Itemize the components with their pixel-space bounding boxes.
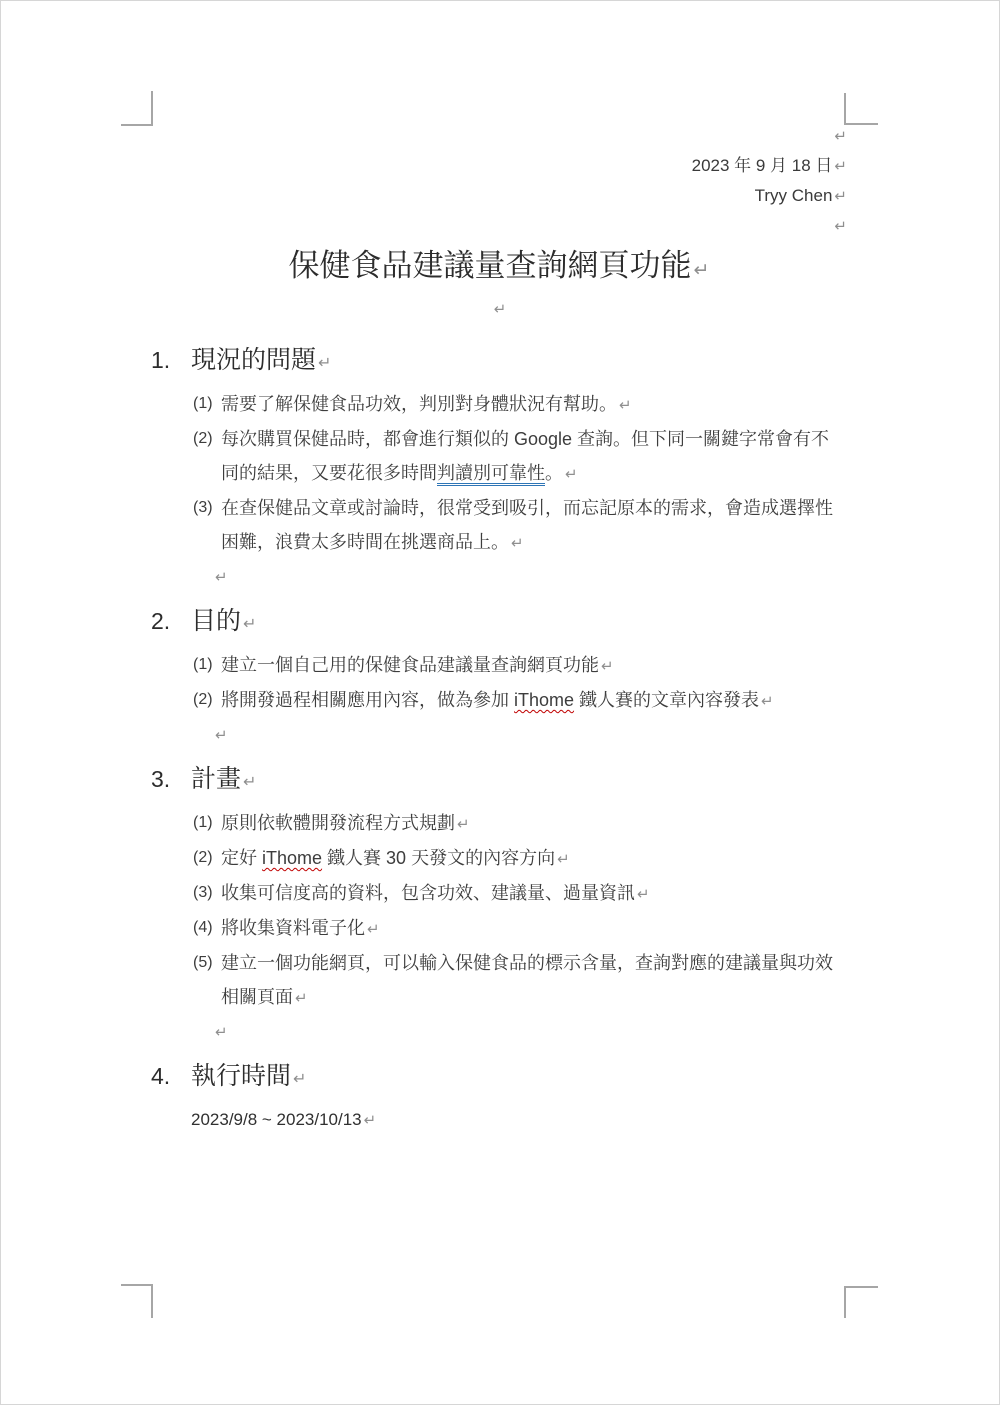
heading-text-run: 執行時間 bbox=[191, 1062, 292, 1090]
document-content bbox=[151, 121, 847, 1137]
paragraph-mark-icon: ↵ bbox=[293, 1069, 307, 1088]
date-line bbox=[151, 151, 847, 181]
list-item-text bbox=[221, 806, 847, 841]
list-item bbox=[151, 876, 847, 911]
list-item-number: (4) bbox=[193, 919, 213, 936]
paragraph-mark-icon: ↵ bbox=[363, 1111, 377, 1129]
section-heading-text bbox=[191, 342, 331, 381]
list-item bbox=[151, 683, 847, 718]
list-item-number: (2) bbox=[193, 430, 213, 447]
section-3-items bbox=[151, 806, 847, 1050]
list-item bbox=[151, 648, 847, 683]
paragraph-mark-icon: ↵ bbox=[619, 396, 632, 414]
author-line bbox=[151, 181, 847, 211]
spellcheck-underline: iThome bbox=[262, 848, 323, 868]
paragraph-mark-icon: ↵ bbox=[243, 772, 257, 791]
list-item-text bbox=[221, 648, 847, 683]
heading-text-run: 現況的問題 bbox=[191, 346, 317, 374]
text-run: 原則依軟體開發流程方式規劃 bbox=[221, 813, 455, 833]
list-item bbox=[151, 946, 847, 1015]
list-item-number: (1) bbox=[193, 395, 213, 412]
list-item-number: (1) bbox=[193, 656, 213, 673]
list-item bbox=[151, 422, 847, 491]
list-item-number: (2) bbox=[193, 849, 213, 866]
text-run: 在查保健品文章或討論時，很常受到吸引，而忘記原本的需求，會造成選擇性困難，浪費太多時間在挑選商品上。 bbox=[221, 498, 833, 552]
paragraph-mark-icon: ↵ bbox=[834, 127, 847, 145]
margin-crop-mark-top-left bbox=[121, 91, 153, 126]
document-title-text: 保健食品建議量查詢網頁功能 bbox=[288, 248, 692, 283]
empty-paragraph bbox=[151, 560, 847, 595]
paragraph-mark-icon: ↵ bbox=[457, 815, 470, 833]
paragraph-mark-icon: ↵ bbox=[295, 989, 308, 1007]
empty-paragraph bbox=[151, 211, 847, 241]
paragraph-mark-icon: ↵ bbox=[215, 568, 228, 586]
paragraph-mark-icon: ↵ bbox=[637, 885, 650, 903]
paragraph-mark-icon: ↵ bbox=[243, 614, 257, 633]
text-run: 需要了解保健食品功效，判別對身體狀況有幫助。 bbox=[221, 394, 617, 414]
paragraph-mark-icon: ↵ bbox=[215, 726, 228, 744]
paragraph-mark-icon: ↵ bbox=[834, 217, 847, 235]
paragraph-mark-icon: ↵ bbox=[367, 920, 380, 938]
list-item-text bbox=[221, 387, 847, 422]
list-item bbox=[151, 841, 847, 876]
execution-period bbox=[151, 1103, 847, 1137]
document-date: 2023 年 9 月 18 日 bbox=[691, 156, 833, 175]
section-number: 2. bbox=[151, 608, 171, 634]
section-number: 1. bbox=[151, 347, 171, 373]
document-title bbox=[151, 241, 847, 295]
list-item-number: (3) bbox=[193, 884, 213, 901]
text-run: 將收集資料電子化 bbox=[221, 918, 365, 938]
list-item bbox=[151, 491, 847, 560]
list-item-text bbox=[221, 422, 847, 491]
document-author: Tryy Chen bbox=[754, 186, 833, 205]
spellcheck-underline: iThome bbox=[514, 690, 575, 710]
margin-crop-mark-bottom-left bbox=[121, 1284, 153, 1318]
paragraph-mark-icon: ↵ bbox=[601, 657, 614, 675]
empty-paragraph bbox=[151, 295, 847, 324]
list-item-text bbox=[221, 841, 847, 876]
section-1-items bbox=[151, 387, 847, 595]
text-run: 。 bbox=[545, 463, 563, 483]
list-item-text bbox=[221, 491, 847, 560]
text-run: 收集可信度高的資料，包含功效、建議量、過量資訊 bbox=[221, 883, 635, 903]
paragraph-mark-icon: ↵ bbox=[834, 157, 847, 175]
section-heading-text bbox=[191, 603, 256, 642]
grammar-check-underline: 判讀別可靠性 bbox=[437, 463, 545, 483]
empty-paragraph bbox=[151, 121, 847, 151]
paragraph-mark-icon: ↵ bbox=[493, 300, 507, 318]
text-run: 建立一個功能網頁，可以輸入保健食品的標示含量，查詢對應的建議量與功效相關頁面 bbox=[221, 953, 833, 1007]
section-heading-4 bbox=[151, 1058, 847, 1097]
paragraph-mark-icon: ↵ bbox=[834, 187, 847, 205]
heading-text-run: 計畫 bbox=[191, 765, 242, 793]
paragraph-mark-icon: ↵ bbox=[693, 259, 710, 281]
list-item-text bbox=[221, 683, 847, 718]
date-range-text: 2023/9/8 ~ 2023/10/13 bbox=[191, 1110, 362, 1129]
list-item-number: (5) bbox=[193, 954, 213, 971]
margin-crop-mark-top-right bbox=[844, 93, 878, 125]
text-run: 建立一個自己用的保健食品建議量查詢網頁功能 bbox=[221, 655, 599, 675]
empty-paragraph bbox=[151, 718, 847, 753]
paragraph-mark-icon: ↵ bbox=[761, 692, 774, 710]
paragraph-mark-icon: ↵ bbox=[557, 850, 570, 868]
section-heading-2 bbox=[151, 603, 847, 642]
list-item bbox=[151, 387, 847, 422]
section-2-items bbox=[151, 648, 847, 753]
text-run: 定好 bbox=[221, 848, 263, 868]
paragraph-mark-icon: ↵ bbox=[565, 465, 578, 483]
text-run: 將開發過程相關應用內容，做為參加 bbox=[221, 690, 514, 710]
section-heading-3 bbox=[151, 761, 847, 800]
section-number: 4. bbox=[151, 1063, 171, 1089]
text-run: 鐵人賽的文章內容發表 bbox=[574, 690, 760, 710]
list-item bbox=[151, 911, 847, 946]
heading-text-run: 目的 bbox=[191, 607, 242, 635]
list-item-number: (3) bbox=[193, 499, 213, 516]
paragraph-mark-icon: ↵ bbox=[318, 353, 332, 372]
margin-crop-mark-bottom-right bbox=[844, 1286, 878, 1318]
list-item-text bbox=[221, 876, 847, 911]
empty-paragraph bbox=[151, 1015, 847, 1050]
section-number: 3. bbox=[151, 766, 171, 792]
section-heading-text bbox=[191, 1058, 306, 1097]
list-item-number: (1) bbox=[193, 814, 213, 831]
text-run: 每次購買保健品時，都會進行類似的 Google 查詢。但下同一關鍵字常會有不同的結果，又要花很多時間 bbox=[221, 429, 830, 483]
list-item-text bbox=[221, 911, 847, 946]
list-item-text bbox=[221, 946, 847, 1015]
text-run: 鐵人賽 30 天發文的內容方向 bbox=[322, 848, 556, 868]
section-heading-1 bbox=[151, 342, 847, 381]
paragraph-mark-icon: ↵ bbox=[511, 534, 524, 552]
list-item bbox=[151, 806, 847, 841]
paragraph-mark-icon: ↵ bbox=[215, 1023, 228, 1041]
list-item-number: (2) bbox=[193, 691, 213, 708]
section-heading-text bbox=[191, 761, 256, 800]
